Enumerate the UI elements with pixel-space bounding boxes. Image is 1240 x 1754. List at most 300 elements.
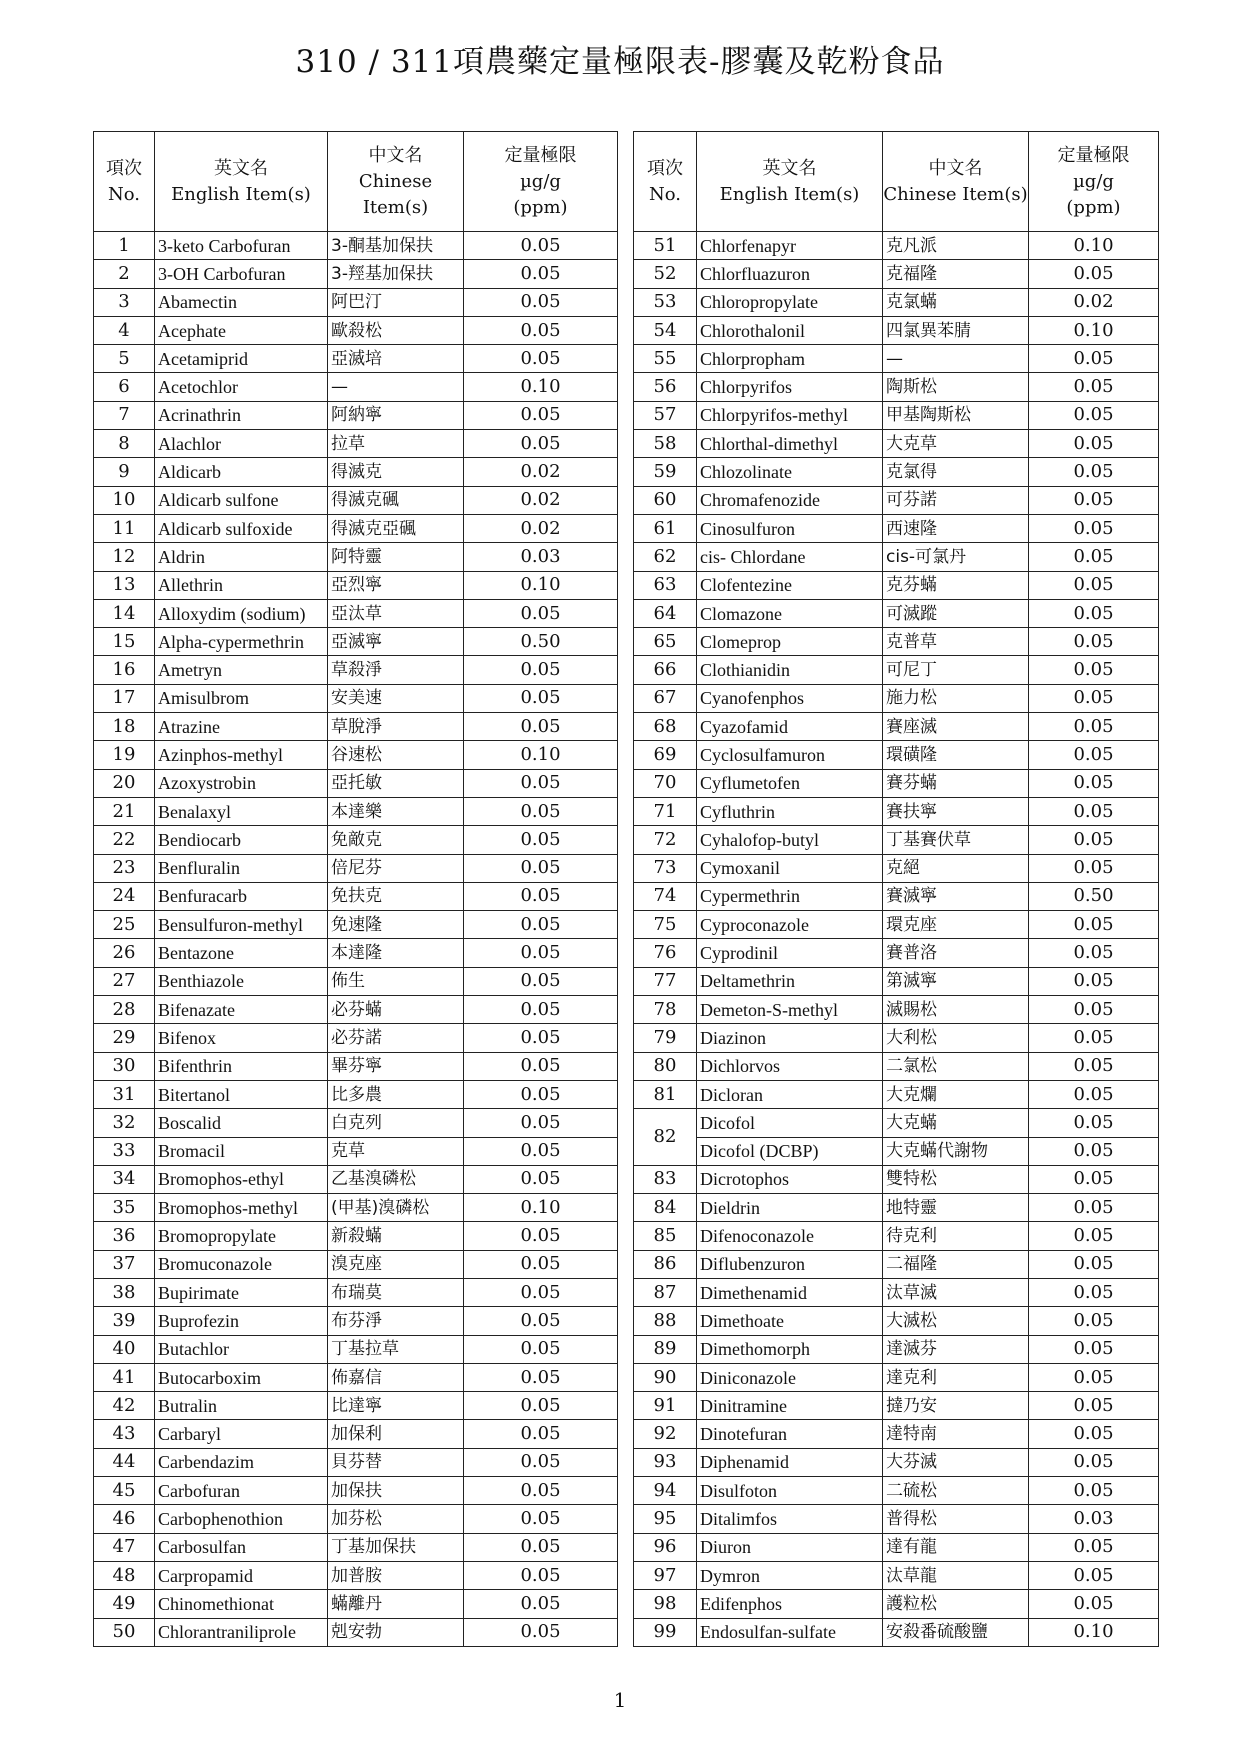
row-number: 57 — [634, 401, 697, 429]
chinese-name: 甲基陶斯松 — [883, 401, 1029, 429]
row-number: 30 — [94, 1052, 155, 1080]
row-number: 5 — [94, 345, 155, 373]
table-row — [634, 401, 1159, 429]
row-number: 96 — [634, 1533, 697, 1561]
table-row — [634, 1335, 1159, 1363]
row-number: 46 — [94, 1505, 155, 1533]
row-number: 76 — [634, 939, 697, 967]
row-number: 25 — [94, 911, 155, 939]
loq-value: 0.05 — [464, 656, 618, 684]
table-row — [634, 430, 1159, 458]
row-number: 31 — [94, 1080, 155, 1108]
chinese-name: 免扶克 — [328, 882, 464, 910]
row-number: 75 — [634, 911, 697, 939]
chinese-name: 亞滅寧 — [328, 628, 464, 656]
row-number: 45 — [94, 1477, 155, 1505]
loq-value: 0.05 — [464, 260, 618, 288]
row-number: 62 — [634, 543, 697, 571]
chinese-name: 達有龍 — [883, 1533, 1029, 1561]
row-number: 69 — [634, 741, 697, 769]
chinese-name: 汰草龍 — [883, 1561, 1029, 1589]
loq-value: 0.05 — [464, 1590, 618, 1618]
header-no: 項次 No. — [94, 132, 155, 232]
table-row — [94, 599, 618, 627]
row-number: 42 — [94, 1392, 155, 1420]
table-row — [94, 1448, 618, 1476]
table-header-row — [94, 132, 618, 232]
chinese-name: 大滅松 — [883, 1307, 1029, 1335]
loq-value: 0.05 — [1029, 514, 1159, 542]
table-row — [634, 486, 1159, 514]
loq-value: 0.05 — [1029, 1250, 1159, 1278]
loq-value: 0.05 — [464, 430, 618, 458]
english-name: Demeton-S-methyl — [697, 996, 883, 1024]
table-row — [634, 854, 1159, 882]
english-name: Difenoconazole — [697, 1222, 883, 1250]
row-number: 98 — [634, 1590, 697, 1618]
row-number: 70 — [634, 769, 697, 797]
english-name: Clomazone — [697, 599, 883, 627]
english-name: Chlorthal-dimethyl — [697, 430, 883, 458]
row-number: 81 — [634, 1080, 697, 1108]
row-number: 77 — [634, 967, 697, 995]
row-number: 56 — [634, 373, 697, 401]
table-row — [634, 656, 1159, 684]
english-name: Bromophos-ethyl — [155, 1165, 328, 1193]
chinese-name: 環克座 — [883, 911, 1029, 939]
table-row — [634, 882, 1159, 910]
loq-value: 0.05 — [1029, 1307, 1159, 1335]
row-number: 32 — [94, 1109, 155, 1137]
row-number: 43 — [94, 1420, 155, 1448]
loq-value: 0.05 — [464, 967, 618, 995]
english-name: Bensulfuron-methyl — [155, 911, 328, 939]
chinese-name: 加普胺 — [328, 1561, 464, 1589]
chinese-name: 丁基加保扶 — [328, 1533, 464, 1561]
loq-value: 0.05 — [1029, 260, 1159, 288]
english-name: Azinphos-methyl — [155, 741, 328, 769]
table-row — [94, 1137, 618, 1165]
chinese-name: 賽座滅 — [883, 713, 1029, 741]
english-name: Bifenox — [155, 1024, 328, 1052]
english-name: Cyfluthrin — [697, 797, 883, 825]
chinese-name: 安殺番硫酸鹽 — [883, 1618, 1029, 1646]
english-name: Chlorpropham — [697, 345, 883, 373]
table-row — [634, 345, 1159, 373]
english-name: Dinitramine — [697, 1392, 883, 1420]
loq-value: 0.10 — [464, 741, 618, 769]
row-number: 80 — [634, 1052, 697, 1080]
row-number: 68 — [634, 713, 697, 741]
table-row — [94, 797, 618, 825]
loq-value: 0.05 — [464, 232, 618, 260]
english-name: Benalaxyl — [155, 797, 328, 825]
loq-value: 0.05 — [1029, 1080, 1159, 1108]
loq-value: 0.05 — [464, 345, 618, 373]
loq-value: 0.05 — [464, 1561, 618, 1589]
loq-value: 0.05 — [1029, 1109, 1159, 1137]
loq-value: 0.05 — [1029, 1165, 1159, 1193]
table-row — [94, 967, 618, 995]
loq-value: 0.05 — [1029, 741, 1159, 769]
table-row — [94, 769, 618, 797]
table-row — [94, 741, 618, 769]
row-number: 86 — [634, 1250, 697, 1278]
table-row — [94, 1590, 618, 1618]
table-row — [94, 1392, 618, 1420]
table-row — [634, 1392, 1159, 1420]
table-row — [94, 1335, 618, 1363]
loq-value: 0.05 — [1029, 826, 1159, 854]
row-number: 48 — [94, 1561, 155, 1589]
table-row — [634, 996, 1159, 1024]
chinese-name: 草脫淨 — [328, 713, 464, 741]
english-name: Benthiazole — [155, 967, 328, 995]
english-name: Alpha-cypermethrin — [155, 628, 328, 656]
table-row — [634, 260, 1159, 288]
row-number: 38 — [94, 1278, 155, 1306]
chinese-name: 汰草滅 — [883, 1278, 1029, 1306]
loq-value: 0.05 — [464, 1024, 618, 1052]
chinese-name: 四氯異苯腈 — [883, 316, 1029, 344]
loq-value: 0.10 — [464, 373, 618, 401]
row-number: 27 — [94, 967, 155, 995]
row-number: 6 — [94, 373, 155, 401]
loq-value: 0.05 — [464, 1307, 618, 1335]
english-name: Cyproconazole — [697, 911, 883, 939]
english-name: Dimethenamid — [697, 1278, 883, 1306]
english-name: Cyflumetofen — [697, 769, 883, 797]
chinese-name: — — [883, 345, 1029, 373]
loq-value: 0.05 — [464, 1080, 618, 1108]
loq-value: 0.05 — [1029, 797, 1159, 825]
chinese-name: 佈生 — [328, 967, 464, 995]
english-name: 3-OH Carbofuran — [155, 260, 328, 288]
row-number: 53 — [634, 288, 697, 316]
chinese-name: 亞滅培 — [328, 345, 464, 373]
loq-value: 0.05 — [464, 401, 618, 429]
loq-value: 0.05 — [1029, 486, 1159, 514]
loq-value: 0.05 — [1029, 1335, 1159, 1363]
chinese-name: 達特南 — [883, 1420, 1029, 1448]
table-row — [94, 571, 618, 599]
loq-value: 0.05 — [1029, 684, 1159, 712]
table-row — [634, 1165, 1159, 1193]
english-name: Chlorpyrifos — [697, 373, 883, 401]
english-name: Bromophos-methyl — [155, 1194, 328, 1222]
row-number: 4 — [94, 316, 155, 344]
english-name: Azoxystrobin — [155, 769, 328, 797]
chinese-name: 草殺淨 — [328, 656, 464, 684]
english-name: Bromuconazole — [155, 1250, 328, 1278]
loq-value: 0.05 — [464, 316, 618, 344]
loq-value: 0.05 — [1029, 1420, 1159, 1448]
english-name: Dieldrin — [697, 1194, 883, 1222]
english-name: Dimethomorph — [697, 1335, 883, 1363]
table-row — [94, 373, 618, 401]
table-body-left — [94, 232, 618, 1647]
english-name: Buprofezin — [155, 1307, 328, 1335]
chinese-name: 二福隆 — [883, 1250, 1029, 1278]
loq-value: 0.02 — [464, 458, 618, 486]
chinese-name: 待克利 — [883, 1222, 1029, 1250]
loq-value: 0.05 — [1029, 1533, 1159, 1561]
english-name: Edifenphos — [697, 1590, 883, 1618]
loq-value: 0.03 — [464, 543, 618, 571]
chinese-name: 第滅寧 — [883, 967, 1029, 995]
english-name: Cinosulfuron — [697, 514, 883, 542]
table-row — [94, 260, 618, 288]
english-name: Abamectin — [155, 288, 328, 316]
english-name: Benfluralin — [155, 854, 328, 882]
loq-value: 0.05 — [1029, 1561, 1159, 1589]
table-row — [634, 1533, 1159, 1561]
table-row — [94, 486, 618, 514]
loq-value: 0.05 — [1029, 769, 1159, 797]
loq-value: 0.05 — [1029, 1052, 1159, 1080]
english-name: Butachlor — [155, 1335, 328, 1363]
row-number: 84 — [634, 1194, 697, 1222]
loq-value: 0.05 — [464, 1618, 618, 1646]
english-name: Diuron — [697, 1533, 883, 1561]
english-name: Chlorfenapyr — [697, 232, 883, 260]
loq-value: 0.50 — [1029, 882, 1159, 910]
table-row — [634, 1194, 1159, 1222]
table-row — [94, 232, 618, 260]
chinese-name: 亞汰草 — [328, 599, 464, 627]
english-name: Carbosulfan — [155, 1533, 328, 1561]
chinese-name: 克草 — [328, 1137, 464, 1165]
table-row — [634, 1448, 1159, 1476]
english-name: Aldicarb sulfone — [155, 486, 328, 514]
loq-value: 0.05 — [464, 854, 618, 882]
loq-value: 0.05 — [1029, 713, 1159, 741]
row-number: 13 — [94, 571, 155, 599]
chinese-name: 環磺隆 — [883, 741, 1029, 769]
loq-value: 0.05 — [464, 1222, 618, 1250]
english-name: Chlorpyrifos-methyl — [697, 401, 883, 429]
english-name: Chlozolinate — [697, 458, 883, 486]
table-row — [94, 1250, 618, 1278]
chinese-name: 本達隆 — [328, 939, 464, 967]
chinese-name: 3-羥基加保扶 — [328, 260, 464, 288]
english-name: Carbaryl — [155, 1420, 328, 1448]
row-number: 74 — [634, 882, 697, 910]
table-row — [634, 1080, 1159, 1108]
english-name: Bromacil — [155, 1137, 328, 1165]
loq-value: 0.05 — [1029, 401, 1159, 429]
chinese-name: 免速隆 — [328, 911, 464, 939]
row-number: 89 — [634, 1335, 697, 1363]
english-name: Dichlorvos — [697, 1052, 883, 1080]
table-row — [634, 1420, 1159, 1448]
row-number: 37 — [94, 1250, 155, 1278]
row-number: 65 — [634, 628, 697, 656]
loq-value: 0.05 — [1029, 1194, 1159, 1222]
english-name: Clomeprop — [697, 628, 883, 656]
chinese-name: 布瑞莫 — [328, 1278, 464, 1306]
chinese-name: 白克列 — [328, 1109, 464, 1137]
loq-value: 0.05 — [464, 1448, 618, 1476]
loq-value: 0.05 — [1029, 1392, 1159, 1420]
loq-value: 0.05 — [464, 599, 618, 627]
loq-value: 0.05 — [464, 1335, 618, 1363]
table-row — [634, 1618, 1159, 1646]
english-name: Ditalimfos — [697, 1505, 883, 1533]
chinese-name: 蟎離丹 — [328, 1590, 464, 1618]
table-row — [94, 939, 618, 967]
table-row — [634, 1250, 1159, 1278]
chinese-name: 施力松 — [883, 684, 1029, 712]
table-row — [634, 1363, 1159, 1391]
chinese-name: 陶斯松 — [883, 373, 1029, 401]
loq-value: 0.05 — [1029, 996, 1159, 1024]
row-number: 83 — [634, 1165, 697, 1193]
table-row — [94, 1363, 618, 1391]
chinese-name: 二硫松 — [883, 1477, 1029, 1505]
row-number: 33 — [94, 1137, 155, 1165]
loq-value: 0.05 — [464, 1505, 618, 1533]
english-name: Chinomethionat — [155, 1590, 328, 1618]
chinese-name: 安美速 — [328, 684, 464, 712]
loq-value: 0.10 — [464, 1194, 618, 1222]
chinese-name: 大利松 — [883, 1024, 1029, 1052]
table-row — [94, 713, 618, 741]
row-number: 2 — [94, 260, 155, 288]
chinese-name: (甲基)溴磷松 — [328, 1194, 464, 1222]
table-row — [634, 1109, 1159, 1137]
row-number: 60 — [634, 486, 697, 514]
loq-value: 0.05 — [1029, 1137, 1159, 1165]
loq-value: 0.05 — [464, 684, 618, 712]
chinese-name: 加保利 — [328, 1420, 464, 1448]
english-name: Bupirimate — [155, 1278, 328, 1306]
row-number: 97 — [634, 1561, 697, 1589]
table-row — [94, 826, 618, 854]
table-row — [94, 401, 618, 429]
chinese-name: 丁基賽伏草 — [883, 826, 1029, 854]
english-name: Butocarboxim — [155, 1363, 328, 1391]
table-row — [634, 939, 1159, 967]
chinese-name: 撻乃安 — [883, 1392, 1029, 1420]
row-number: 24 — [94, 882, 155, 910]
chinese-name: 達克利 — [883, 1363, 1029, 1391]
row-number: 92 — [634, 1420, 697, 1448]
english-name: Bifenazate — [155, 996, 328, 1024]
row-number: 40 — [94, 1335, 155, 1363]
loq-value: 0.50 — [464, 628, 618, 656]
table-row — [634, 684, 1159, 712]
row-number: 79 — [634, 1024, 697, 1052]
english-name: Aldrin — [155, 543, 328, 571]
loq-value: 0.05 — [464, 713, 618, 741]
chinese-name: 畢芬寧 — [328, 1052, 464, 1080]
english-name: Clofentezine — [697, 571, 883, 599]
english-name: Dimethoate — [697, 1307, 883, 1335]
loq-value: 0.05 — [464, 1250, 618, 1278]
english-name: Bentazone — [155, 939, 328, 967]
header-loq: 定量極限 µg/g (ppm) — [464, 132, 618, 232]
english-name: Bifenthrin — [155, 1052, 328, 1080]
row-number: 64 — [634, 599, 697, 627]
table-row — [634, 458, 1159, 486]
table-row — [634, 826, 1159, 854]
row-number: 8 — [94, 430, 155, 458]
header-english: 英文名 English Item(s) — [697, 132, 883, 232]
row-number: 41 — [94, 1363, 155, 1391]
loq-value: 0.05 — [464, 288, 618, 316]
row-number: 26 — [94, 939, 155, 967]
loq-value: 0.05 — [464, 1363, 618, 1391]
row-number: 28 — [94, 996, 155, 1024]
loq-value: 0.05 — [1029, 628, 1159, 656]
chinese-name: 克普草 — [883, 628, 1029, 656]
chinese-name: 新殺蟎 — [328, 1222, 464, 1250]
row-number: 9 — [94, 458, 155, 486]
english-name: Atrazine — [155, 713, 328, 741]
row-number: 17 — [94, 684, 155, 712]
row-number: 11 — [94, 514, 155, 542]
table-row — [634, 967, 1159, 995]
row-number: 35 — [94, 1194, 155, 1222]
row-number: 51 — [634, 232, 697, 260]
chinese-name: 亞烈寧 — [328, 571, 464, 599]
row-number: 78 — [634, 996, 697, 1024]
chinese-name: 倍尼芬 — [328, 854, 464, 882]
row-number: 15 — [94, 628, 155, 656]
english-name: Carbofuran — [155, 1477, 328, 1505]
english-name: Cyhalofop-butyl — [697, 826, 883, 854]
row-number: 19 — [94, 741, 155, 769]
chinese-name: 得滅克亞碸 — [328, 514, 464, 542]
table-row — [94, 656, 618, 684]
chinese-name: 克氯得 — [883, 458, 1029, 486]
row-number: 14 — [94, 599, 155, 627]
english-name: Boscalid — [155, 1109, 328, 1137]
row-number: 90 — [634, 1363, 697, 1391]
chinese-name: 護粒松 — [883, 1590, 1029, 1618]
table-row — [634, 1052, 1159, 1080]
row-number: 66 — [634, 656, 697, 684]
header-chinese: 中文名 Chinese Item(s) — [883, 132, 1029, 232]
loq-value: 0.05 — [464, 1137, 618, 1165]
english-name: Chromafenozide — [697, 486, 883, 514]
loq-value: 0.05 — [1029, 458, 1159, 486]
english-name: Cyazofamid — [697, 713, 883, 741]
table-row — [94, 1278, 618, 1306]
table-row — [94, 1052, 618, 1080]
english-name: Cyclosulfamuron — [697, 741, 883, 769]
row-number: 72 — [634, 826, 697, 854]
chinese-name: — — [328, 373, 464, 401]
english-name: Diazinon — [697, 1024, 883, 1052]
loq-value: 0.05 — [1029, 1477, 1159, 1505]
row-number: 34 — [94, 1165, 155, 1193]
table-row — [94, 543, 618, 571]
chinese-name: 丁基拉草 — [328, 1335, 464, 1363]
table-row — [94, 1307, 618, 1335]
table-row — [94, 1420, 618, 1448]
table-row — [94, 1618, 618, 1646]
row-number: 59 — [634, 458, 697, 486]
chinese-name: 大克蟎 — [883, 1109, 1029, 1137]
english-name: Diflubenzuron — [697, 1250, 883, 1278]
table-row — [94, 882, 618, 910]
chinese-name: 3-酮基加保扶 — [328, 232, 464, 260]
loq-value: 0.05 — [1029, 373, 1159, 401]
loq-value: 0.05 — [1029, 1222, 1159, 1250]
row-number: 20 — [94, 769, 155, 797]
